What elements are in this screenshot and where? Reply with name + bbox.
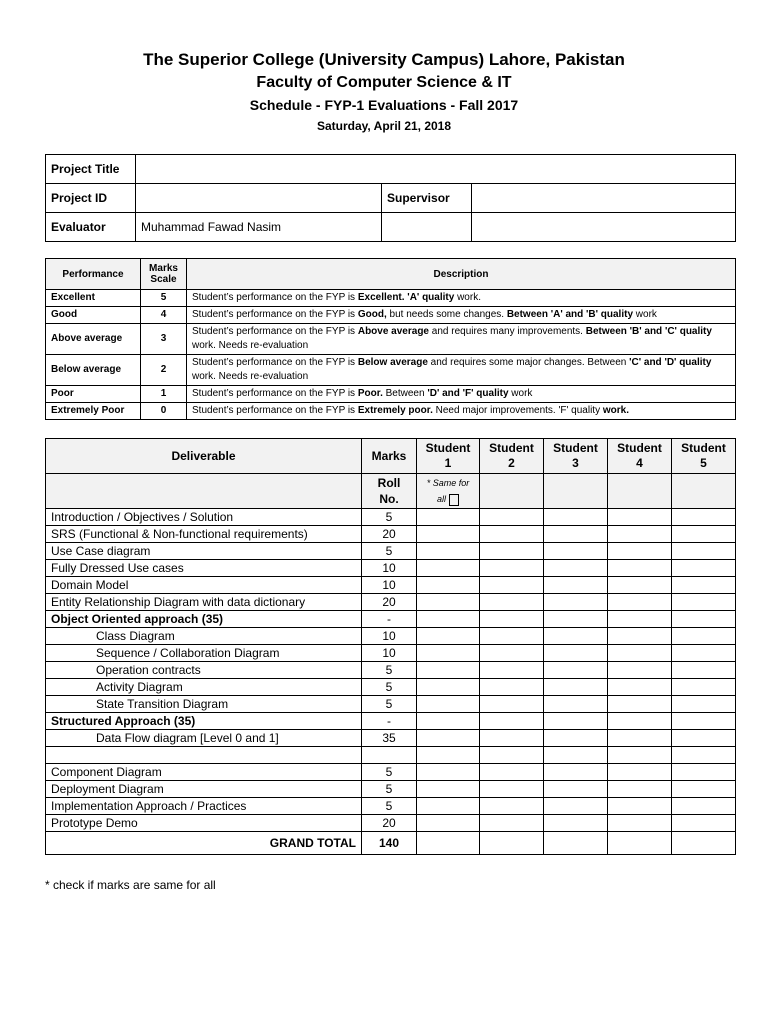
grand-total-student-4[interactable] bbox=[608, 832, 672, 855]
marks-scale-value: 1 bbox=[141, 386, 187, 403]
student-1-score-field[interactable] bbox=[417, 662, 480, 679]
student-3-score-field[interactable] bbox=[544, 713, 608, 730]
student-1-score-field[interactable] bbox=[417, 577, 480, 594]
deliverable-header: Deliverable bbox=[46, 439, 362, 474]
student-4-score-field[interactable] bbox=[608, 696, 672, 713]
deliverable-marks: 5 bbox=[362, 764, 417, 781]
student-3-score-field[interactable] bbox=[544, 509, 608, 526]
deliverable-row bbox=[46, 611, 736, 628]
student-1-score-field[interactable] bbox=[417, 509, 480, 526]
marks-scale-value: 0 bbox=[141, 403, 187, 420]
evaluator-field[interactable]: Muhammad Fawad Nasim bbox=[136, 213, 382, 242]
deliverable-name: Prototype Demo bbox=[46, 815, 362, 832]
deliverable-marks bbox=[362, 747, 417, 764]
student-4-score-field[interactable] bbox=[608, 815, 672, 832]
deliverable-name bbox=[46, 747, 362, 764]
student-2-score-field[interactable] bbox=[480, 764, 544, 781]
project-id-label: Project ID bbox=[46, 184, 136, 213]
performance-rubric-table bbox=[45, 258, 736, 420]
deliverable-row bbox=[46, 815, 736, 832]
student-3-score-field[interactable] bbox=[544, 662, 608, 679]
performance-description: Student’s performance on the FYP is Excellent. 'A' quality work. bbox=[187, 290, 736, 307]
footnote: * check if marks are same for all bbox=[45, 878, 216, 892]
student-1-score-field[interactable] bbox=[417, 798, 480, 815]
student-3-score-field[interactable] bbox=[544, 764, 608, 781]
deliverable-name: Sequence / Collaboration Diagram bbox=[46, 645, 362, 662]
student-4-score-field[interactable] bbox=[608, 747, 672, 764]
student-4-score-field[interactable] bbox=[608, 594, 672, 611]
student-2-score-field[interactable] bbox=[480, 543, 544, 560]
deliverable-marks: 35 bbox=[362, 730, 417, 747]
student-3-score-field[interactable] bbox=[544, 594, 608, 611]
deliverable-row bbox=[46, 594, 736, 611]
performance-level: Extremely Poor bbox=[46, 403, 141, 420]
project-id-field[interactable] bbox=[136, 184, 382, 213]
performance-description: Student’s performance on the FYP is Good, but needs some changes. Between 'A' and 'B' quality work bbox=[187, 307, 736, 324]
college-name: The Superior College (University Campus) Lahore, Pakistan bbox=[143, 50, 625, 69]
project-info-table bbox=[45, 154, 736, 242]
student-4-score-field[interactable] bbox=[608, 611, 672, 628]
same-for-all-checkbox[interactable]: * Same for all bbox=[417, 474, 480, 509]
student-3-roll-field[interactable] bbox=[544, 474, 608, 509]
grand-total-student-5[interactable] bbox=[672, 832, 736, 855]
student-4-score-field[interactable] bbox=[608, 662, 672, 679]
deliverable-marks: 10 bbox=[362, 645, 417, 662]
rubric-row bbox=[46, 290, 736, 307]
marks-header: Marks bbox=[362, 439, 417, 474]
student-4-score-field[interactable] bbox=[608, 560, 672, 577]
marks-scale-value: 3 bbox=[141, 324, 187, 355]
student-4-score-field[interactable] bbox=[608, 577, 672, 594]
student-4-score-field[interactable] bbox=[608, 645, 672, 662]
deliverable-name: Use Case diagram bbox=[46, 543, 362, 560]
performance-level: Above average bbox=[46, 324, 141, 355]
grand-total-value: 140 bbox=[362, 832, 417, 855]
roll-row-blank bbox=[46, 474, 362, 509]
student-5-score-field[interactable] bbox=[672, 628, 736, 645]
student-1-score-field[interactable] bbox=[417, 815, 480, 832]
deliverable-marks: 10 bbox=[362, 560, 417, 577]
deliverable-name: Implementation Approach / Practices bbox=[46, 798, 362, 815]
rubric-row bbox=[46, 386, 736, 403]
deliverable-name: Entity Relationship Diagram with data dictionary bbox=[46, 594, 362, 611]
student-4-score-field[interactable] bbox=[608, 781, 672, 798]
deliverable-row bbox=[46, 696, 736, 713]
deliverable-marks: 20 bbox=[362, 594, 417, 611]
student-1-score-field[interactable] bbox=[417, 560, 480, 577]
student-4-header: Student 4 bbox=[608, 439, 672, 474]
rubric-row bbox=[46, 403, 736, 420]
deliverable-name: Activity Diagram bbox=[46, 679, 362, 696]
deliverable-row bbox=[46, 747, 736, 764]
student-4-score-field[interactable] bbox=[608, 543, 672, 560]
rubric-row bbox=[46, 324, 736, 355]
deliverable-row bbox=[46, 662, 736, 679]
student-5-score-field[interactable] bbox=[672, 713, 736, 730]
performance-header: Performance bbox=[46, 259, 141, 290]
student-1-score-field[interactable] bbox=[417, 696, 480, 713]
student-2-score-field[interactable] bbox=[480, 798, 544, 815]
rubric-row bbox=[46, 355, 736, 386]
student-2-score-field[interactable] bbox=[480, 526, 544, 543]
student-1-score-field[interactable] bbox=[417, 628, 480, 645]
student-2-score-field[interactable] bbox=[480, 577, 544, 594]
student-5-header: Student 5 bbox=[672, 439, 736, 474]
student-5-score-field[interactable] bbox=[672, 815, 736, 832]
student-1-header: Student 1 bbox=[417, 439, 480, 474]
deliverable-row bbox=[46, 645, 736, 662]
student-1-score-field[interactable] bbox=[417, 594, 480, 611]
performance-description: Student’s performance on the FYP is Below average and requires some major changes. Between 'C' and 'D' quality work. Needs re-evaluation bbox=[187, 355, 736, 386]
evaluation-date: Saturday, April 21, 2018 bbox=[316, 119, 452, 133]
deliverable-name: Object Oriented approach (35) bbox=[46, 611, 362, 628]
student-5-score-field[interactable] bbox=[672, 781, 736, 798]
deliverable-row bbox=[46, 764, 736, 781]
student-5-score-field[interactable] bbox=[672, 730, 736, 747]
deliverable-marks: 5 bbox=[362, 543, 417, 560]
student-3-header: Student 3 bbox=[544, 439, 608, 474]
deliverable-marks: 5 bbox=[362, 781, 417, 798]
student-1-score-field[interactable] bbox=[417, 713, 480, 730]
evaluator-label: Evaluator bbox=[46, 213, 136, 242]
deliverable-row bbox=[46, 526, 736, 543]
student-3-score-field[interactable] bbox=[544, 696, 608, 713]
student-1-score-field[interactable] bbox=[417, 645, 480, 662]
student-5-score-field[interactable] bbox=[672, 696, 736, 713]
student-4-score-field[interactable] bbox=[608, 730, 672, 747]
deliverable-name: Structured Approach (35) bbox=[46, 713, 362, 730]
deliverable-row bbox=[46, 577, 736, 594]
student-3-score-field[interactable] bbox=[544, 730, 608, 747]
student-5-score-field[interactable] bbox=[672, 543, 736, 560]
deliverable-name: Component Diagram bbox=[46, 764, 362, 781]
student-2-header: Student 2 bbox=[480, 439, 544, 474]
student-5-score-field[interactable] bbox=[672, 509, 736, 526]
student-4-score-field[interactable] bbox=[608, 798, 672, 815]
supervisor-label: Supervisor bbox=[382, 184, 472, 213]
checkbox-icon[interactable] bbox=[449, 494, 459, 506]
student-3-score-field[interactable] bbox=[544, 815, 608, 832]
marks-scale-value: 2 bbox=[141, 355, 187, 386]
performance-level: Good bbox=[46, 307, 141, 324]
deliverable-name: Domain Model bbox=[46, 577, 362, 594]
student-3-score-field[interactable] bbox=[544, 577, 608, 594]
student-2-score-field[interactable] bbox=[480, 713, 544, 730]
performance-level: Excellent bbox=[46, 290, 141, 307]
student-5-score-field[interactable] bbox=[672, 798, 736, 815]
deliverable-row bbox=[46, 543, 736, 560]
marks-scale-value: 5 bbox=[141, 290, 187, 307]
deliverable-name: Deployment Diagram bbox=[46, 781, 362, 798]
student-3-score-field[interactable] bbox=[544, 611, 608, 628]
student-4-score-field[interactable] bbox=[608, 764, 672, 781]
student-1-score-field[interactable] bbox=[417, 764, 480, 781]
student-1-score-field[interactable] bbox=[417, 611, 480, 628]
student-1-score-field[interactable] bbox=[417, 730, 480, 747]
deliverable-name: State Transition Diagram bbox=[46, 696, 362, 713]
marks-scale-header: Marks Scale bbox=[141, 259, 187, 290]
student-5-score-field[interactable] bbox=[672, 526, 736, 543]
deliverables-table bbox=[45, 438, 736, 855]
description-header: Description bbox=[187, 259, 736, 290]
performance-description: Student’s performance on the FYP is Poor. Between 'D' and 'F' quality work bbox=[187, 386, 736, 403]
student-2-score-field[interactable] bbox=[480, 560, 544, 577]
student-2-score-field[interactable] bbox=[480, 509, 544, 526]
student-5-roll-field[interactable] bbox=[672, 474, 736, 509]
performance-description: Student’s performance on the FYP is Extremely poor. Need major improvements. 'F' quality work. bbox=[187, 403, 736, 420]
rubric-row bbox=[46, 307, 736, 324]
deliverable-row bbox=[46, 798, 736, 815]
student-4-score-field[interactable] bbox=[608, 509, 672, 526]
student-3-score-field[interactable] bbox=[544, 781, 608, 798]
student-1-score-field[interactable] bbox=[417, 747, 480, 764]
deliverable-name: Introduction / Objectives / Solution bbox=[46, 509, 362, 526]
student-2-score-field[interactable] bbox=[480, 815, 544, 832]
deliverable-marks: 5 bbox=[362, 696, 417, 713]
student-4-score-field[interactable] bbox=[608, 526, 672, 543]
deliverable-row bbox=[46, 628, 736, 645]
deliverable-name: Data Flow diagram [Level 0 and 1] bbox=[46, 730, 362, 747]
student-5-score-field[interactable] bbox=[672, 560, 736, 577]
project-title-label: Project Title bbox=[46, 155, 136, 184]
student-5-score-field[interactable] bbox=[672, 611, 736, 628]
deliverable-marks: 5 bbox=[362, 662, 417, 679]
student-4-score-field[interactable] bbox=[608, 628, 672, 645]
performance-description: Student’s performance on the FYP is Above average and requires many improvements. Between 'B' and 'C' quality work. Needs re-evaluation bbox=[187, 324, 736, 355]
student-5-score-field[interactable] bbox=[672, 594, 736, 611]
performance-level: Poor bbox=[46, 386, 141, 403]
student-4-score-field[interactable] bbox=[608, 713, 672, 730]
deliverable-marks: 10 bbox=[362, 628, 417, 645]
schedule-title: Schedule - FYP-1 Evaluations - Fall 2017 bbox=[249, 97, 519, 113]
student-2-score-field[interactable] bbox=[480, 781, 544, 798]
deliverable-name: SRS (Functional & Non-functional requirements) bbox=[46, 526, 362, 543]
student-2-score-field[interactable] bbox=[480, 645, 544, 662]
evaluator-extra-field[interactable] bbox=[382, 213, 472, 242]
deliverable-marks: 5 bbox=[362, 679, 417, 696]
student-3-score-field[interactable] bbox=[544, 628, 608, 645]
deliverable-marks: - bbox=[362, 713, 417, 730]
student-4-roll-field[interactable] bbox=[608, 474, 672, 509]
grand-total-student-2[interactable] bbox=[480, 832, 544, 855]
student-1-score-field[interactable] bbox=[417, 543, 480, 560]
student-5-score-field[interactable] bbox=[672, 747, 736, 764]
deliverable-row bbox=[46, 713, 736, 730]
student-1-score-field[interactable] bbox=[417, 781, 480, 798]
deliverable-marks: 10 bbox=[362, 577, 417, 594]
deliverable-name: Class Diagram bbox=[46, 628, 362, 645]
student-3-score-field[interactable] bbox=[544, 526, 608, 543]
faculty-name: Faculty of Computer Science & IT bbox=[256, 74, 512, 91]
grand-total-label: GRAND TOTAL bbox=[46, 832, 362, 855]
student-4-score-field[interactable] bbox=[608, 679, 672, 696]
deliverable-marks: 20 bbox=[362, 526, 417, 543]
student-1-score-field[interactable] bbox=[417, 679, 480, 696]
student-3-score-field[interactable] bbox=[544, 798, 608, 815]
student-2-roll-field[interactable] bbox=[480, 474, 544, 509]
grand-total-student-1[interactable] bbox=[417, 832, 480, 855]
supervisor-field[interactable] bbox=[472, 184, 736, 213]
student-2-score-field[interactable] bbox=[480, 594, 544, 611]
deliverable-row bbox=[46, 730, 736, 747]
student-2-score-field[interactable] bbox=[480, 730, 544, 747]
marks-scale-value: 4 bbox=[141, 307, 187, 324]
roll-no-label: Roll No. bbox=[362, 474, 417, 509]
student-2-score-field[interactable] bbox=[480, 611, 544, 628]
student-5-score-field[interactable] bbox=[672, 645, 736, 662]
student-3-score-field[interactable] bbox=[544, 645, 608, 662]
performance-level: Below average bbox=[46, 355, 141, 386]
student-5-score-field[interactable] bbox=[672, 764, 736, 781]
student-3-score-field[interactable] bbox=[544, 560, 608, 577]
deliverable-marks: 20 bbox=[362, 815, 417, 832]
student-5-score-field[interactable] bbox=[672, 577, 736, 594]
deliverable-marks: - bbox=[362, 611, 417, 628]
student-2-score-field[interactable] bbox=[480, 679, 544, 696]
student-5-score-field[interactable] bbox=[672, 679, 736, 696]
deliverable-row bbox=[46, 509, 736, 526]
deliverable-name: Operation contracts bbox=[46, 662, 362, 679]
student-3-score-field[interactable] bbox=[544, 747, 608, 764]
student-3-score-field[interactable] bbox=[544, 543, 608, 560]
deliverable-name: Fully Dressed Use cases bbox=[46, 560, 362, 577]
deliverable-marks: 5 bbox=[362, 509, 417, 526]
evaluator-extra-field-2[interactable] bbox=[472, 213, 736, 242]
deliverable-row bbox=[46, 679, 736, 696]
student-2-score-field[interactable] bbox=[480, 662, 544, 679]
student-2-score-field[interactable] bbox=[480, 747, 544, 764]
project-title-field[interactable] bbox=[136, 155, 736, 184]
deliverable-marks: 5 bbox=[362, 798, 417, 815]
student-3-score-field[interactable] bbox=[544, 679, 608, 696]
form-header bbox=[0, 48, 768, 136]
student-1-score-field[interactable] bbox=[417, 526, 480, 543]
student-2-score-field[interactable] bbox=[480, 696, 544, 713]
grand-total-student-3[interactable] bbox=[544, 832, 608, 855]
deliverable-row bbox=[46, 560, 736, 577]
student-2-score-field[interactable] bbox=[480, 628, 544, 645]
student-5-score-field[interactable] bbox=[672, 662, 736, 679]
deliverable-row bbox=[46, 781, 736, 798]
